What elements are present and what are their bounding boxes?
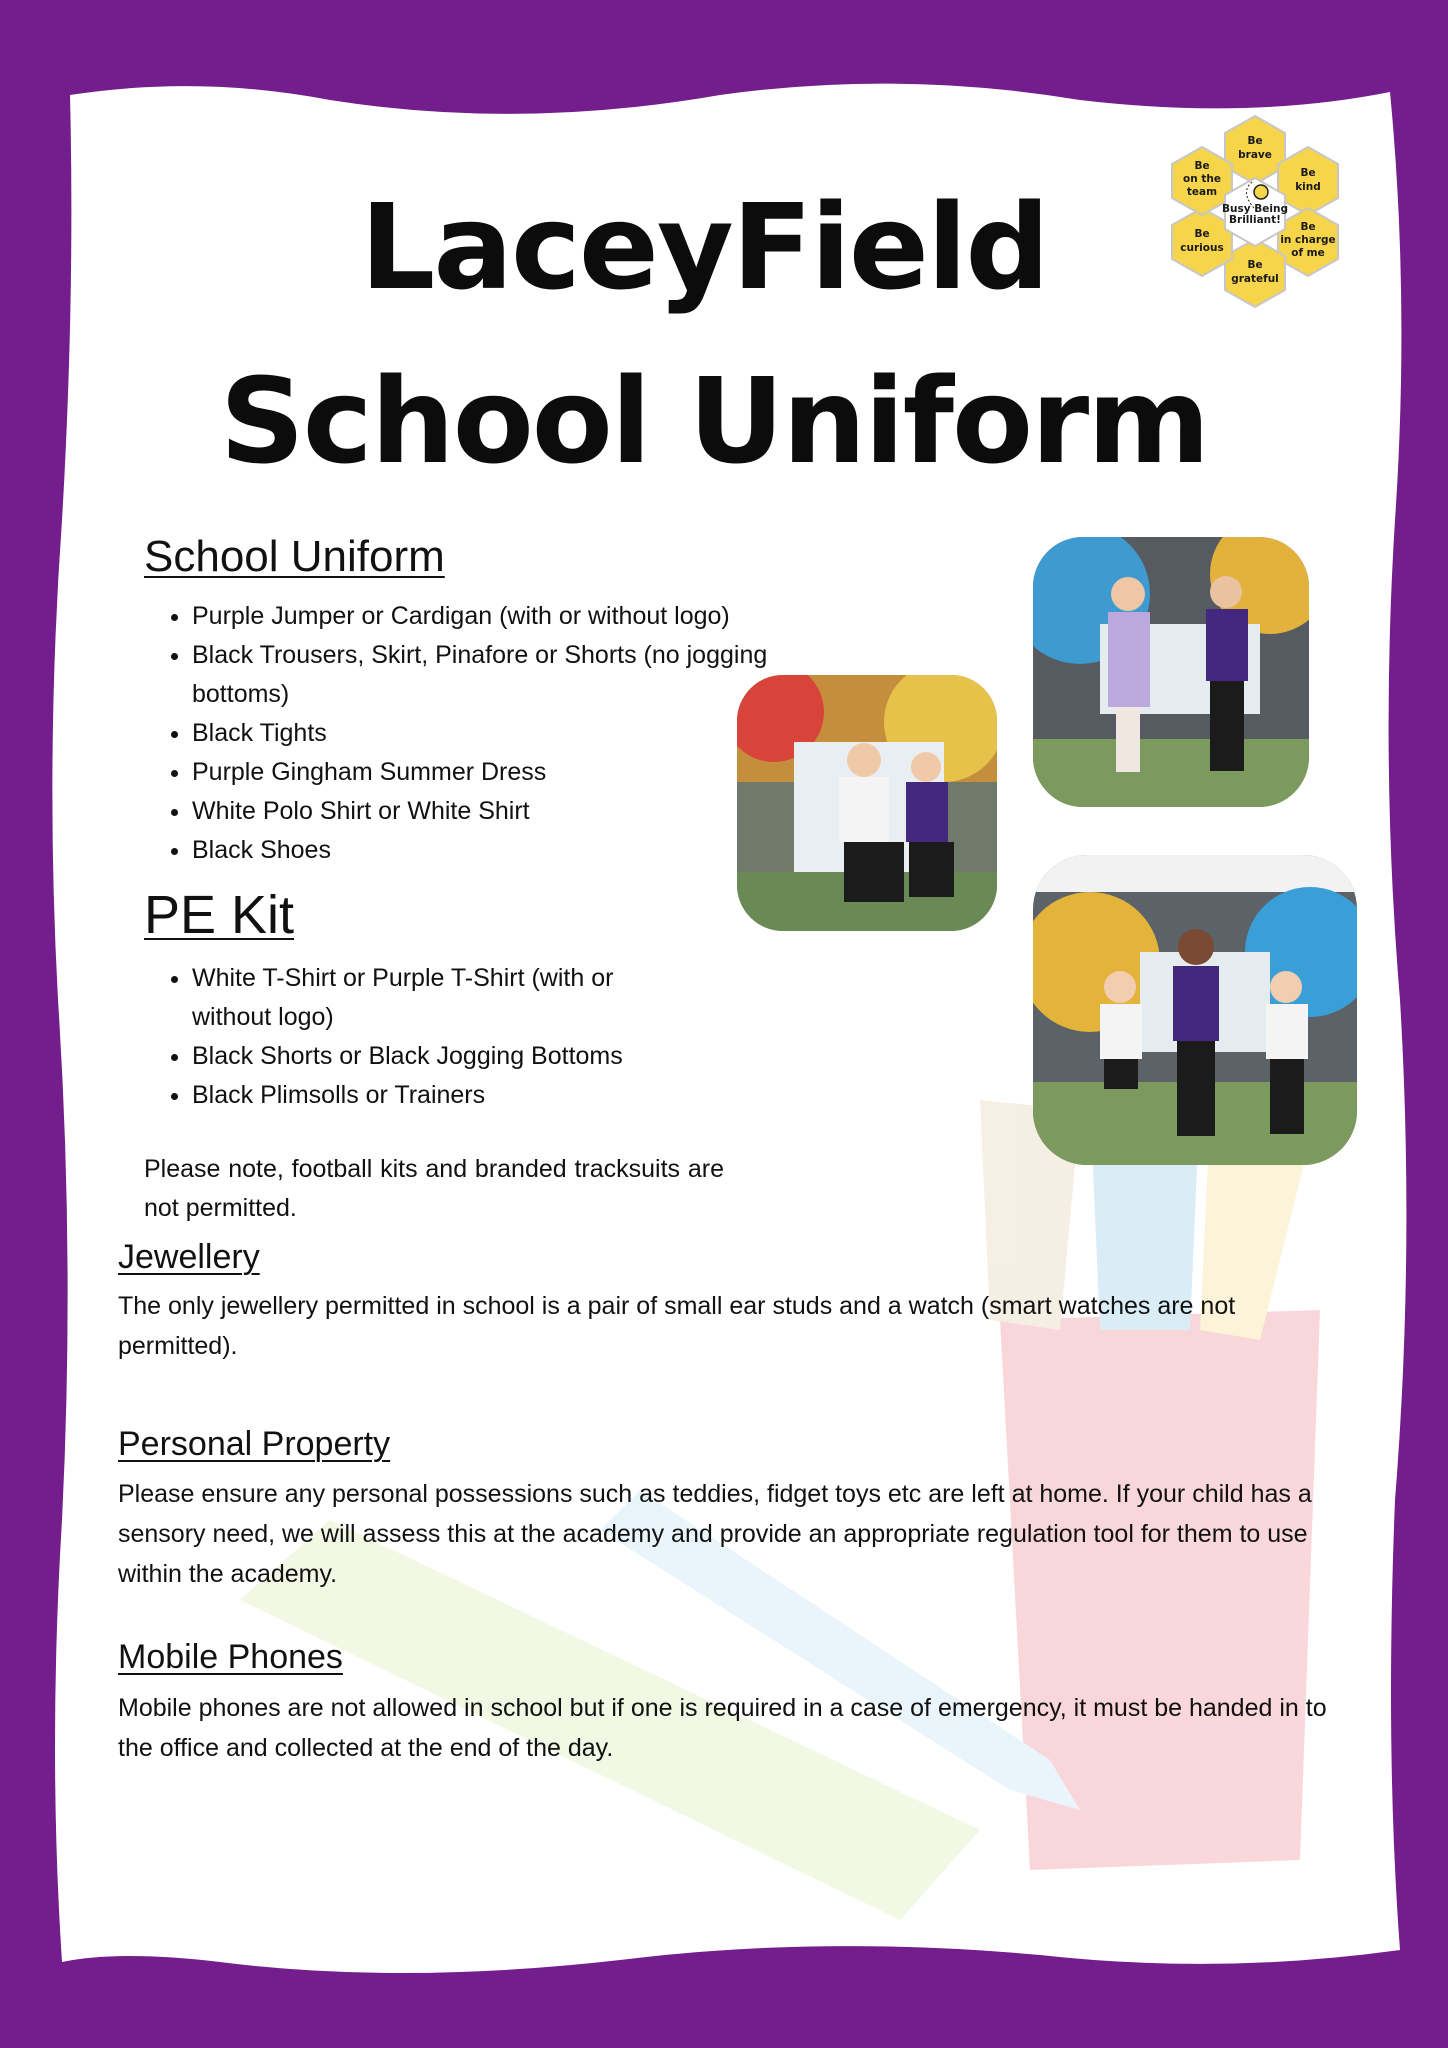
title-line-2: School Uniform: [219, 352, 1209, 490]
mobile-phones-text: Mobile phones are not allowed in school but if one is required in a case of emergency, it must be handed in to the office and collected at the end of the day.: [118, 1694, 1327, 1762]
list-item: • White Polo Shirt or White Shirt: [192, 792, 842, 831]
list-item: • White T-Shirt or Purple T-Shirt (with or without logo): [192, 959, 672, 1037]
value-charge-3: of me: [1291, 247, 1325, 259]
mobile-phones-heading: Mobile Phones: [118, 1638, 343, 1676]
title-line-1: LaceyField: [360, 178, 1048, 316]
value-charge-1: Be: [1300, 221, 1316, 233]
personal-property-heading: Personal Property: [118, 1425, 391, 1463]
pe-kit-list: [144, 959, 672, 1115]
svg-text:on the: [1183, 173, 1221, 185]
logo-center-2: Brilliant!: [1229, 214, 1281, 226]
school-values-logo: [1160, 112, 1350, 312]
svg-text:Be: [1247, 135, 1262, 147]
value-team-3: team: [1186, 186, 1218, 198]
value-kind-1: Be: [1300, 167, 1316, 179]
svg-text:Be: [1300, 221, 1315, 233]
photo-two-pupils-standing: [1030, 534, 1312, 810]
svg-text:team: [1187, 186, 1217, 198]
svg-text:Be: [1300, 167, 1315, 179]
list-item: • Black Tights: [192, 714, 842, 753]
svg-text:Be: [1194, 228, 1209, 240]
svg-text:kind: [1295, 181, 1321, 193]
value-brave-2: brave: [1238, 149, 1272, 161]
svg-text:Brilliant!: [1229, 214, 1281, 226]
value-charge-2: in charge: [1280, 234, 1336, 246]
value-grateful-1: Be: [1247, 259, 1263, 271]
value-kind-2: kind: [1295, 181, 1321, 193]
pe-kit-heading: PE Kit: [144, 885, 295, 945]
list-item: • Purple Jumper or Cardigan (with or without logo): [192, 597, 842, 636]
pe-kit-note: Please note, football kits and branded tracksuits are not permitted.: [144, 1155, 724, 1222]
svg-text:brave: [1238, 149, 1272, 161]
svg-text:curious: [1180, 242, 1223, 254]
logo-center-1: Busy Being: [1222, 203, 1288, 215]
bee-icon: [1254, 185, 1268, 199]
jewellery-heading: Jewellery: [118, 1238, 260, 1276]
list-item: • Black Trousers, Skirt, Pinafore or Shorts (no jogging bottoms): [192, 636, 842, 714]
personal-property-text: Please ensure any personal possessions such as teddies, fidget toys etc are left at home. If your child has a sensory need, we will assess this at the academy and provide an appropriate regulation tool for them to use within the academy.: [118, 1480, 1312, 1588]
value-team-1: Be: [1194, 160, 1210, 172]
value-team-2: on the: [1183, 173, 1221, 185]
list-item: • Black Shorts or Black Jogging Bottoms: [192, 1037, 672, 1076]
list-item: • Purple Gingham Summer Dress: [192, 753, 842, 792]
list-item: • Black Plimsolls or Trainers: [192, 1076, 672, 1115]
jewellery-text: The only jewellery permitted in school is a pair of small ear studs and a watch (smart watches are not permitted).: [118, 1292, 1236, 1360]
svg-text:grateful: [1231, 273, 1279, 285]
svg-text:Be: [1247, 259, 1262, 271]
photo-two-pupils-seated: [734, 672, 1000, 934]
value-brave-1: Be: [1247, 135, 1263, 147]
value-curious-1: Be: [1194, 228, 1210, 240]
svg-text:of me: [1291, 247, 1325, 259]
svg-text:in charge: [1280, 234, 1335, 246]
photo-three-pupils-pe-kit: [1030, 852, 1360, 1168]
list-item: • Black Shoes: [192, 831, 842, 870]
value-curious-2: curious: [1180, 242, 1224, 254]
svg-text:Be: [1194, 160, 1209, 172]
value-grateful-2: grateful: [1231, 273, 1279, 285]
uniform-heading: School Uniform: [144, 532, 445, 581]
